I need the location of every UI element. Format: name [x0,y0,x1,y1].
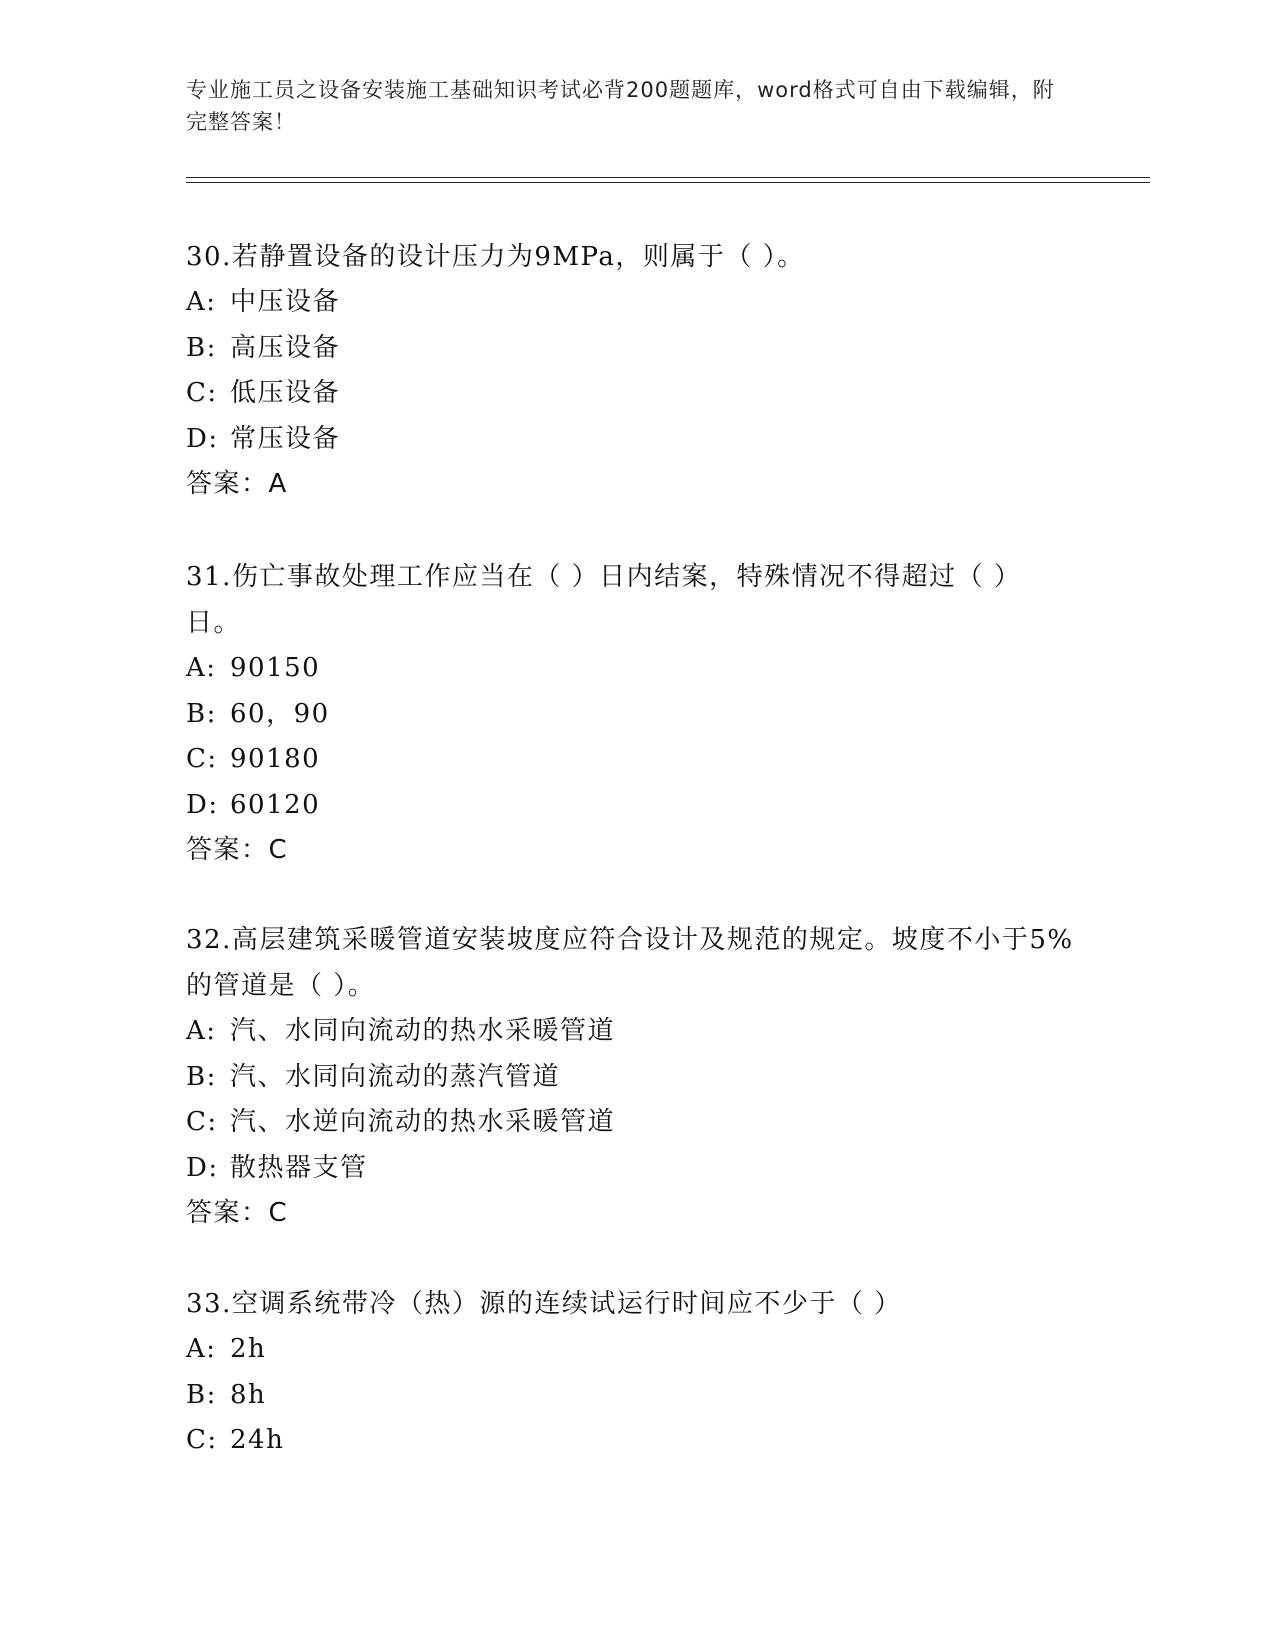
option-d [186,417,1076,463]
page-header: 专业施工员之设备安装施工基础知识考试必背200题题库，word格式可自由下载编辑，附完整答案！ [186,78,1055,134]
header-divider-bottom [186,182,1150,183]
answer: 答案：C [186,835,289,865]
question-30 [186,234,1076,508]
question-33 [186,1281,1076,1464]
option-letter: A: [186,653,217,683]
option-text: 低压设备 [230,378,341,408]
option-a [186,280,1076,326]
option-c [186,1100,1076,1146]
option-a [186,1009,1076,1055]
option-letter: D: [186,789,219,820]
header-divider-top [186,177,1150,178]
option-text: 中压设备 [230,287,341,317]
option-c [186,737,1076,783]
option-text: 8h [230,1379,267,1410]
option-d [186,1146,1076,1192]
option-letter: B: [186,1379,217,1410]
answer: 答案：C [186,1198,289,1228]
option-letter: B: [186,698,217,729]
option-text: 汽、水同向流动的热水采暖管道 [230,1016,616,1046]
option-a [186,1327,1076,1373]
option-b [186,692,1076,738]
option-text: 60120 [230,789,321,820]
option-letter: C: [186,1107,218,1137]
option-letter: C: [186,744,218,774]
option-text: 90150 [230,653,321,683]
option-c [186,1418,1076,1464]
option-text: 高压设备 [230,332,341,363]
question-stem: 33.空调系统带冷（热）源的连续试运行时间应不少于（ ） [186,1289,902,1319]
option-letter: A: [186,1334,217,1364]
option-text: 60，90 [230,698,330,729]
option-text: 散热器支管 [230,1152,368,1183]
question-32 [186,917,1076,1237]
option-c [186,371,1076,417]
option-text: 汽、水同向流动的蒸汽管道 [230,1061,561,1092]
option-letter: B: [186,1061,217,1092]
option-text: 2h [230,1334,267,1364]
option-letter: B: [186,332,217,363]
option-text: 汽、水逆向流动的热水采暖管道 [230,1107,616,1137]
option-b [186,326,1076,372]
question-stem: 31.伤亡事故处理工作应当在（ ）日内结案，特殊情况不得超过（ ）日。 [186,562,1022,638]
option-text: 常压设备 [230,423,341,454]
option-letter: A: [186,1016,217,1046]
question-31 [186,554,1076,874]
option-letter: D: [186,423,219,454]
question-stem: 32.高层建筑采暖管道安装坡度应符合设计及规范的规定。坡度不小于5%的管道是（ ）。 [186,925,1074,1001]
option-letter: C: [186,1425,218,1455]
option-text: 24h [230,1425,285,1455]
option-letter: C: [186,378,218,408]
option-d [186,783,1076,829]
answer: 答案：A [186,469,288,499]
option-a [186,646,1076,692]
option-b [186,1055,1076,1101]
option-text: 90180 [230,744,321,774]
option-b [186,1373,1076,1419]
question-stem: 30.若静置设备的设计压力为9MPa，则属于（ ）。 [186,242,805,272]
option-letter: A: [186,287,217,317]
option-letter: D: [186,1152,219,1183]
